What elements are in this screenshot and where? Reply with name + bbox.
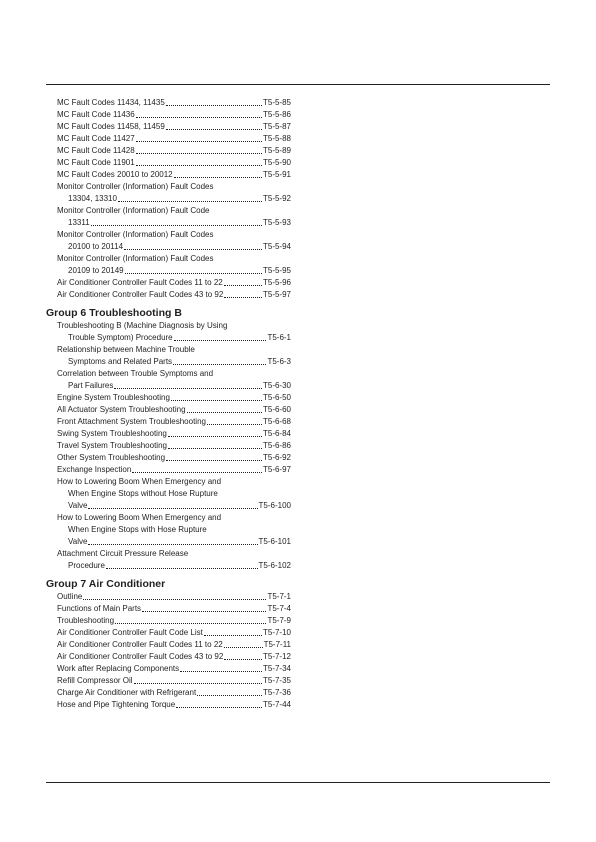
toc-page-number: T5-5-97 [262,290,291,299]
toc-leader-dots [166,105,262,106]
toc-entry[interactable] [57,289,346,301]
toc-leader-dots [171,400,262,401]
toc-entry-title-line: How to Lowering Boom When Emergency and [57,513,222,522]
toc-leader-dots [83,599,266,600]
toc-leader-dots [180,671,262,672]
toc-page-number: T5-5-86 [262,110,291,119]
toc-page-number: T5-5-91 [262,170,291,179]
toc-entry-title: MC Fault Code 11901 [57,158,135,167]
toc-entry[interactable] [57,512,346,548]
toc-entry-title: 20100 to 20114 [68,242,124,251]
toc-entry-title: All Actuator System Troubleshooting [57,405,186,414]
table-of-contents [46,97,346,711]
toc-entry[interactable] [57,133,346,145]
toc-leader-dots [224,297,262,298]
toc-page-number: T5-6-60 [262,405,291,414]
toc-leader-dots [136,153,262,154]
toc-entry-title: 20109 to 20149 [68,266,124,275]
toc-leader-dots [106,568,258,569]
toc-page-number: T5-7-44 [262,700,291,709]
toc-entry[interactable] [57,277,346,289]
toc-page-number: T5-6-84 [262,429,291,438]
toc-entry-title-line: Relationship between Machine Trouble [57,345,195,354]
toc-entry-title: Front Attachment System Troubleshooting [57,417,206,426]
toc-entry[interactable] [57,627,346,639]
toc-leader-dots [166,129,262,130]
toc-page-number: T5-5-96 [262,278,291,287]
toc-entry-title: Refill Compressor Oil [57,676,133,685]
toc-entry[interactable] [57,169,346,181]
toc-entry[interactable] [57,181,346,205]
toc-leader-dots [134,683,262,684]
toc-leader-dots [168,448,262,449]
toc-leader-dots [118,201,262,202]
toc-entry-title-line: Monitor Controller (Information) Fault Codes [57,182,214,191]
toc-entry-title-line: When Engine Stops without Hose Rupture [68,489,218,498]
toc-entry[interactable] [57,392,346,404]
toc-leader-dots [187,412,262,413]
toc-entry[interactable] [57,320,346,344]
toc-page-number: T5-5-85 [262,98,291,107]
toc-entry-title: Procedure [68,561,105,570]
toc-page-number: T5-7-11 [263,640,291,649]
toc-leader-dots [174,340,267,341]
toc-entry-title-line: Attachment Circuit Pressure Release [57,549,189,558]
toc-entry[interactable] [57,109,346,121]
toc-entry-title: Air Conditioner Controller Fault Codes 43 to 92 [57,290,224,299]
toc-entry-title: MC Fault Codes 11434, 11435 [57,98,165,107]
toc-leader-dots [114,388,262,389]
toc-entry-title: Functions of Main Parts [57,604,142,613]
toc-leader-dots [166,460,262,461]
toc-leader-dots [204,635,262,636]
toc-entry-title-line: Monitor Controller (Information) Fault Codes [57,230,214,239]
toc-entry-title: MC Fault Code 11428 [57,146,135,155]
toc-leader-dots [88,508,257,509]
footer-rule [46,782,550,783]
toc-entry[interactable] [57,548,346,572]
toc-entry[interactable] [57,675,346,687]
toc-entry-title: Troubleshooting [57,616,115,625]
toc-leader-dots [224,659,262,660]
toc-page-number: T5-5-87 [262,122,291,131]
toc-entry[interactable] [57,121,346,133]
toc-entry-title: Symptoms and Related Parts [68,357,173,366]
toc-page-number: T5-6-86 [262,441,291,450]
toc-entry-title: Air Conditioner Controller Fault Codes 11 to 22 [57,640,223,649]
toc-entry[interactable] [57,663,346,675]
toc-page-number: T5-5-92 [262,194,291,203]
toc-leader-dots [136,141,262,142]
toc-leader-dots [124,249,262,250]
toc-entry-title-line: Correlation between Trouble Symptoms and [57,369,214,378]
toc-entry-title-line: Monitor Controller (Information) Fault Codes [57,254,214,263]
toc-entry[interactable] [57,440,346,452]
toc-entry[interactable] [57,603,346,615]
toc-entry[interactable] [57,591,346,603]
toc-page-number: T5-6-68 [262,417,291,426]
toc-entry[interactable] [57,639,346,651]
toc-entry-title: Travel System Troubleshooting [57,441,167,450]
toc-page-number: T5-5-90 [262,158,291,167]
toc-leader-dots [224,647,263,648]
toc-entry-title: Charge Air Conditioner with Refrigerant [57,688,197,697]
toc-page-number: T5-7-1 [267,592,291,601]
toc-entry[interactable] [57,452,346,464]
toc-entry[interactable] [57,229,346,253]
toc-leader-dots [224,285,262,286]
toc-leader-dots [142,611,266,612]
toc-entry-title: Valve [68,501,88,510]
toc-leader-dots [174,177,262,178]
toc-leader-dots [207,424,262,425]
toc-entry-title: Exchange Inspection [57,465,132,474]
toc-leader-dots [91,225,262,226]
toc-entry-title-line: How to Lowering Boom When Emergency and [57,477,222,486]
toc-leader-dots [125,273,262,274]
toc-entry-title: Swing System Troubleshooting [57,429,167,438]
toc-leader-dots [88,544,257,545]
toc-leader-dots [168,436,262,437]
group-7-heading: Group 7 Air Conditioner [46,578,166,590]
toc-entry[interactable] [57,368,346,392]
toc-entry-title: Air Conditioner Controller Fault Code List [57,628,203,637]
toc-entry-title-line: Troubleshooting B (Machine Diagnosis by Using [57,321,228,330]
toc-entry-title-line: When Engine Stops with Hose Rupture [68,525,207,534]
toc-page-number: T5-6-1 [267,333,291,342]
toc-entry[interactable] [57,476,346,512]
toc-page-number: T5-7-4 [267,604,291,613]
toc-leader-dots [197,695,262,696]
toc-entry-title: Part Failures [68,381,114,390]
toc-page-number: T5-7-35 [262,676,291,685]
toc-page-number: T5-5-88 [262,134,291,143]
toc-leader-dots [136,117,262,118]
toc-entry[interactable] [57,615,346,627]
toc-entry-title: Hose and Pipe Tightening Torque [57,700,176,709]
toc-leader-dots [132,472,262,473]
toc-page-number: T5-6-97 [262,465,291,474]
toc-entry-title: Valve [68,537,88,546]
toc-entry[interactable] [57,97,346,109]
toc-page-number: T5-6-30 [262,381,291,390]
toc-entry[interactable] [57,687,346,699]
toc-leader-dots [176,707,262,708]
toc-entry-title: 13311 [68,218,90,227]
toc-entry-title: Outline [57,592,83,601]
toc-entry[interactable] [57,404,346,416]
toc-entry-title: Other System Troubleshooting [57,453,166,462]
toc-entry[interactable] [57,428,346,440]
toc-page-number: T5-6-3 [267,357,291,366]
toc-entry[interactable] [57,699,346,711]
group-7-entries [46,591,346,711]
group-6-entries [46,320,346,572]
toc-page-number: T5-6-92 [262,453,291,462]
toc-entry-title-line: Monitor Controller (Information) Fault Code [57,206,210,215]
toc-entry-title: Trouble Symptom) Procedure [68,333,173,342]
toc-page-number: T5-6-100 [258,501,291,510]
toc-page-number: T5-5-89 [262,146,291,155]
toc-page-number: T5-5-94 [262,242,291,251]
toc-page-number: T5-7-12 [262,652,291,661]
group-5-continued-entries [46,97,346,301]
toc-leader-dots [136,165,262,166]
toc-entry-title: 13304, 13310 [68,194,117,203]
toc-leader-dots [115,623,266,624]
toc-entry-title: MC Fault Code 11436 [57,110,135,119]
toc-page-number: T5-5-93 [262,218,291,227]
toc-entry-title: MC Fault Codes 11458, 11459 [57,122,165,131]
toc-entry-title: MC Fault Code 11427 [57,134,135,143]
toc-page-number: T5-7-36 [262,688,291,697]
group-6-heading: Group 6 Troubleshooting B [46,307,182,319]
toc-leader-dots [173,364,266,365]
toc-entry[interactable] [57,416,346,428]
toc-page-number: T5-7-9 [267,616,291,625]
toc-entry[interactable] [57,344,346,368]
toc-entry[interactable] [57,205,346,229]
toc-entry[interactable] [57,464,346,476]
toc-entry-title: MC Fault Codes 20010 to 20012 [57,170,173,179]
toc-entry[interactable] [57,145,346,157]
toc-page-number: T5-6-101 [258,537,291,546]
toc-entry-title: Engine System Troubleshooting [57,393,170,402]
toc-entry[interactable] [57,253,346,277]
toc-page-number: T5-7-10 [262,628,291,637]
toc-entry[interactable] [57,157,346,169]
toc-entry[interactable] [57,651,346,663]
toc-page-number: T5-6-50 [262,393,291,402]
toc-entry-title: Work after Replacing Components [57,664,180,673]
toc-entry-title: Air Conditioner Controller Fault Codes 43 to 92 [57,652,224,661]
header-rule [46,84,550,85]
toc-page-number: T5-6-102 [258,561,291,570]
toc-page-number: T5-7-34 [262,664,291,673]
toc-page-number: T5-5-95 [262,266,291,275]
toc-entry-title: Air Conditioner Controller Fault Codes 11 to 22 [57,278,223,287]
